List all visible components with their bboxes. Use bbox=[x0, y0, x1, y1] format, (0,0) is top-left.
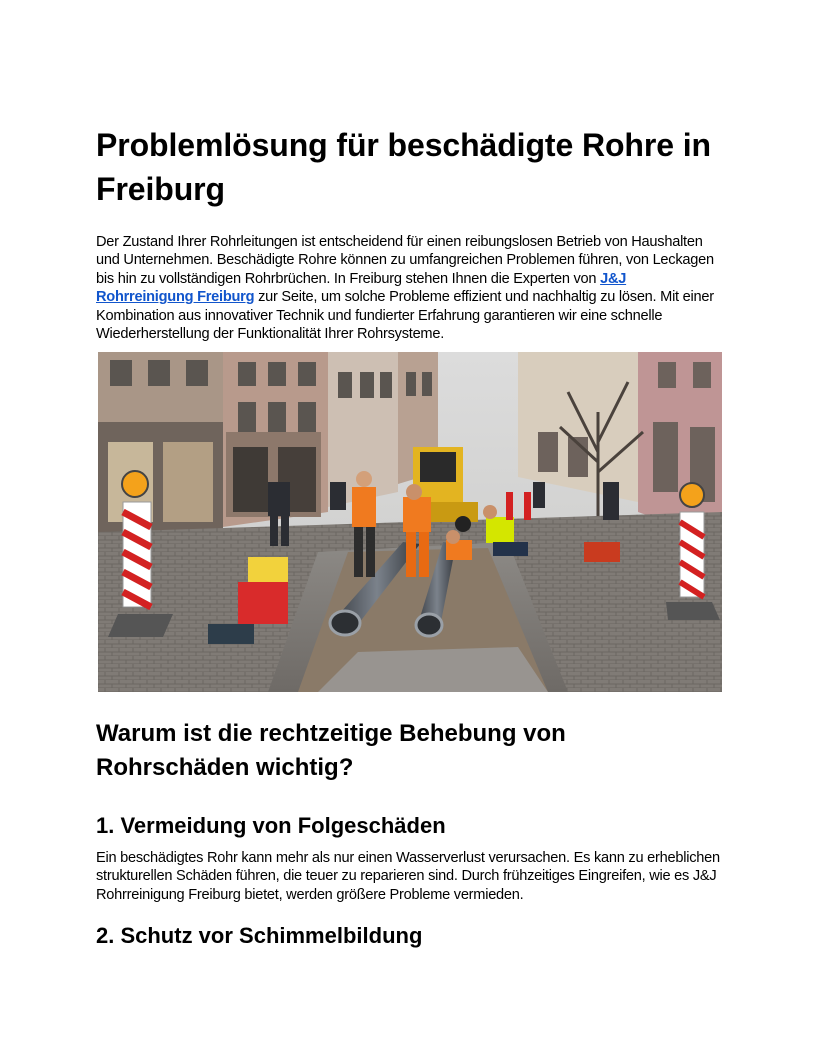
section-heading: Warum ist die rechtzeitige Behebung von Rohrschäden wichtig? bbox=[96, 720, 566, 781]
subsection-heading-2: 2. Schutz vor Schimmelbildung bbox=[96, 923, 423, 948]
page-title: Problemlösung für beschädigte Rohre in Freiburg bbox=[96, 127, 711, 207]
subsection-heading-1: 1. Vermeidung von Folgeschäden bbox=[96, 813, 446, 838]
intro-paragraph bbox=[96, 233, 722, 343]
subsection-text-1: Ein beschädigtes Rohr kann mehr als nur einen Wasserverlust verursachen. Es kann zu erheblichen strukturellen Schäden führen, die teuer zu reparieren sind. Durch frühzeitiges Eingreifen, wie es J&J Rohrreinigung Freiburg bietet, werden größere Probleme vermieden. bbox=[96, 850, 720, 903]
company-link[interactable]: J&J Rohrreinigung Freiburg bbox=[96, 270, 627, 306]
street-repair-photo bbox=[98, 352, 722, 692]
intro-text-before: Der Zustand Ihrer Rohrleitungen ist entscheidend für einen reibungslosen Betrieb von Haushalten und Unternehmen. Beschädigte Rohre können zu umfangreichen Problemen führen, von Leckagen bis hin zu vollständigen Rohrbrüchen. In Freiburg stehen Ihnen die Experten von bbox=[96, 234, 714, 287]
intro-text-after: zur Seite, um solche Probleme effizient und nachhaltig zu lösen. Mit einer Kombination aus innovativer Technik und fundierter Erfahrung garantieren wir eine schnelle Wiederherstellung der Funktionalität Ihrer Rohrsysteme. bbox=[96, 289, 714, 343]
